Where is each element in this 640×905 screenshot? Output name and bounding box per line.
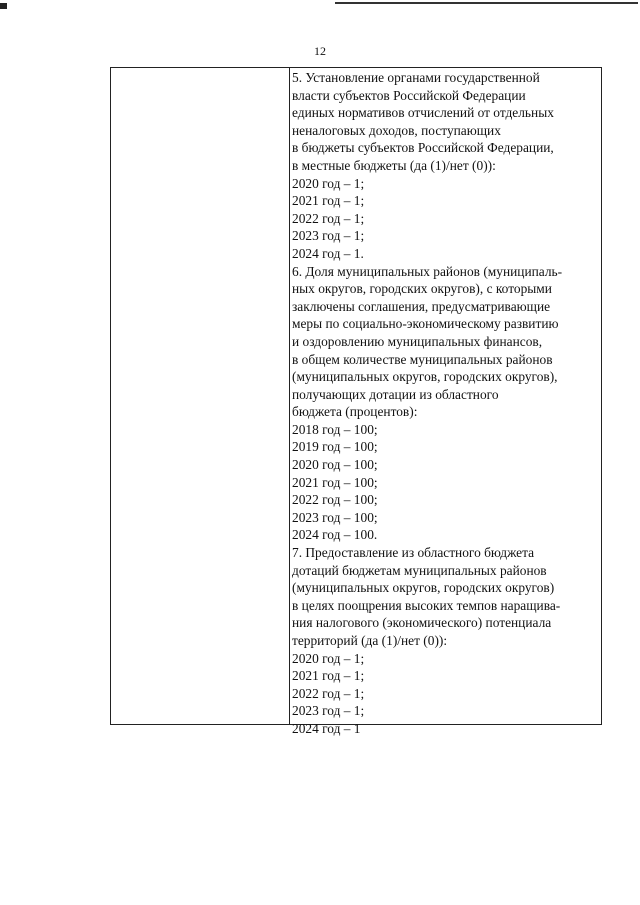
table-column-divider [289, 68, 290, 724]
table-right-cell [292, 69, 599, 738]
cell-text-line: 2024 год – 1 [292, 720, 361, 736]
cell-text-line: 2021 год – 1; [292, 668, 365, 684]
cell-text-line: единых нормативов отчислений от отдельных [292, 105, 554, 121]
cell-text-line: 2018 год – 100; [292, 421, 378, 437]
cell-text-line: ния налогового (экономического) потенциала [292, 615, 552, 631]
cell-text-line: меры по социально-экономическому развитию [292, 316, 559, 332]
cell-text-line: (муниципальных округов, городских округов) [292, 580, 555, 596]
cell-text-line: 2021 год – 1; [292, 193, 365, 209]
cell-text-line: 7. Предоставление из областного бюджета [292, 545, 535, 561]
cell-text-line: ных округов, городских округов), с которыми [292, 281, 552, 297]
cell-text-line: в местные бюджеты (да (1)/нет (0)): [292, 157, 496, 173]
cell-text-line: дотаций бюджетам муниципальных районов [292, 562, 547, 578]
page-number: 12 [314, 44, 326, 58]
cell-text-line: и оздоровлению муниципальных финансов, [292, 333, 543, 349]
scan-mark [0, 3, 7, 9]
cell-text-line: 2020 год – 1; [292, 175, 365, 191]
cell-text-line: в бюджеты субъектов Российской Федерации, [292, 140, 554, 156]
cell-text-line: заключены соглашения, предусматривающие [292, 298, 551, 314]
document-table [110, 67, 602, 736]
cell-text-line: 2021 год – 100; [292, 474, 378, 490]
cell-text-line: 2022 год – 1; [292, 210, 365, 226]
cell-text-line: власти субъектов Российской Федерации [292, 87, 526, 103]
cell-text-line: территорий (да (1)/нет (0)): [292, 633, 448, 648]
scan-edge-line [335, 2, 638, 4]
cell-text-line: получающих дотации из областного [292, 386, 499, 402]
cell-text-line: 2023 год – 100; [292, 509, 378, 525]
cell-text-line: в целях поощрения высоких темпов наращива- [292, 597, 561, 613]
cell-text-line: 2020 год – 1; [292, 650, 365, 666]
cell-text-line: 6. Доля муниципальных районов (муниципаль- [292, 263, 563, 279]
cell-text-line: 2024 год – 1. [292, 245, 364, 261]
cell-text-line: в общем количестве муниципальных районов [292, 351, 553, 367]
cell-text-line: (муниципальных округов, городских округов), [292, 369, 558, 385]
cell-text-line: 5. Установление органами государственной [292, 70, 540, 85]
cell-text-line: 2024 год – 100. [292, 527, 378, 543]
cell-text-line: 2022 год – 100; [292, 492, 378, 508]
cell-text-line: бюджета (процентов): [292, 404, 418, 420]
cell-text-line: неналоговых доходов, поступающих [292, 122, 501, 138]
cell-text-line: 2023 год – 1; [292, 228, 365, 244]
cell-text-line: 2023 год – 1; [292, 703, 365, 719]
cell-text-line: 2020 год – 100; [292, 457, 378, 473]
cell-text-line: 2022 год – 1; [292, 685, 365, 701]
cell-text-line: 2019 год – 100; [292, 439, 378, 455]
